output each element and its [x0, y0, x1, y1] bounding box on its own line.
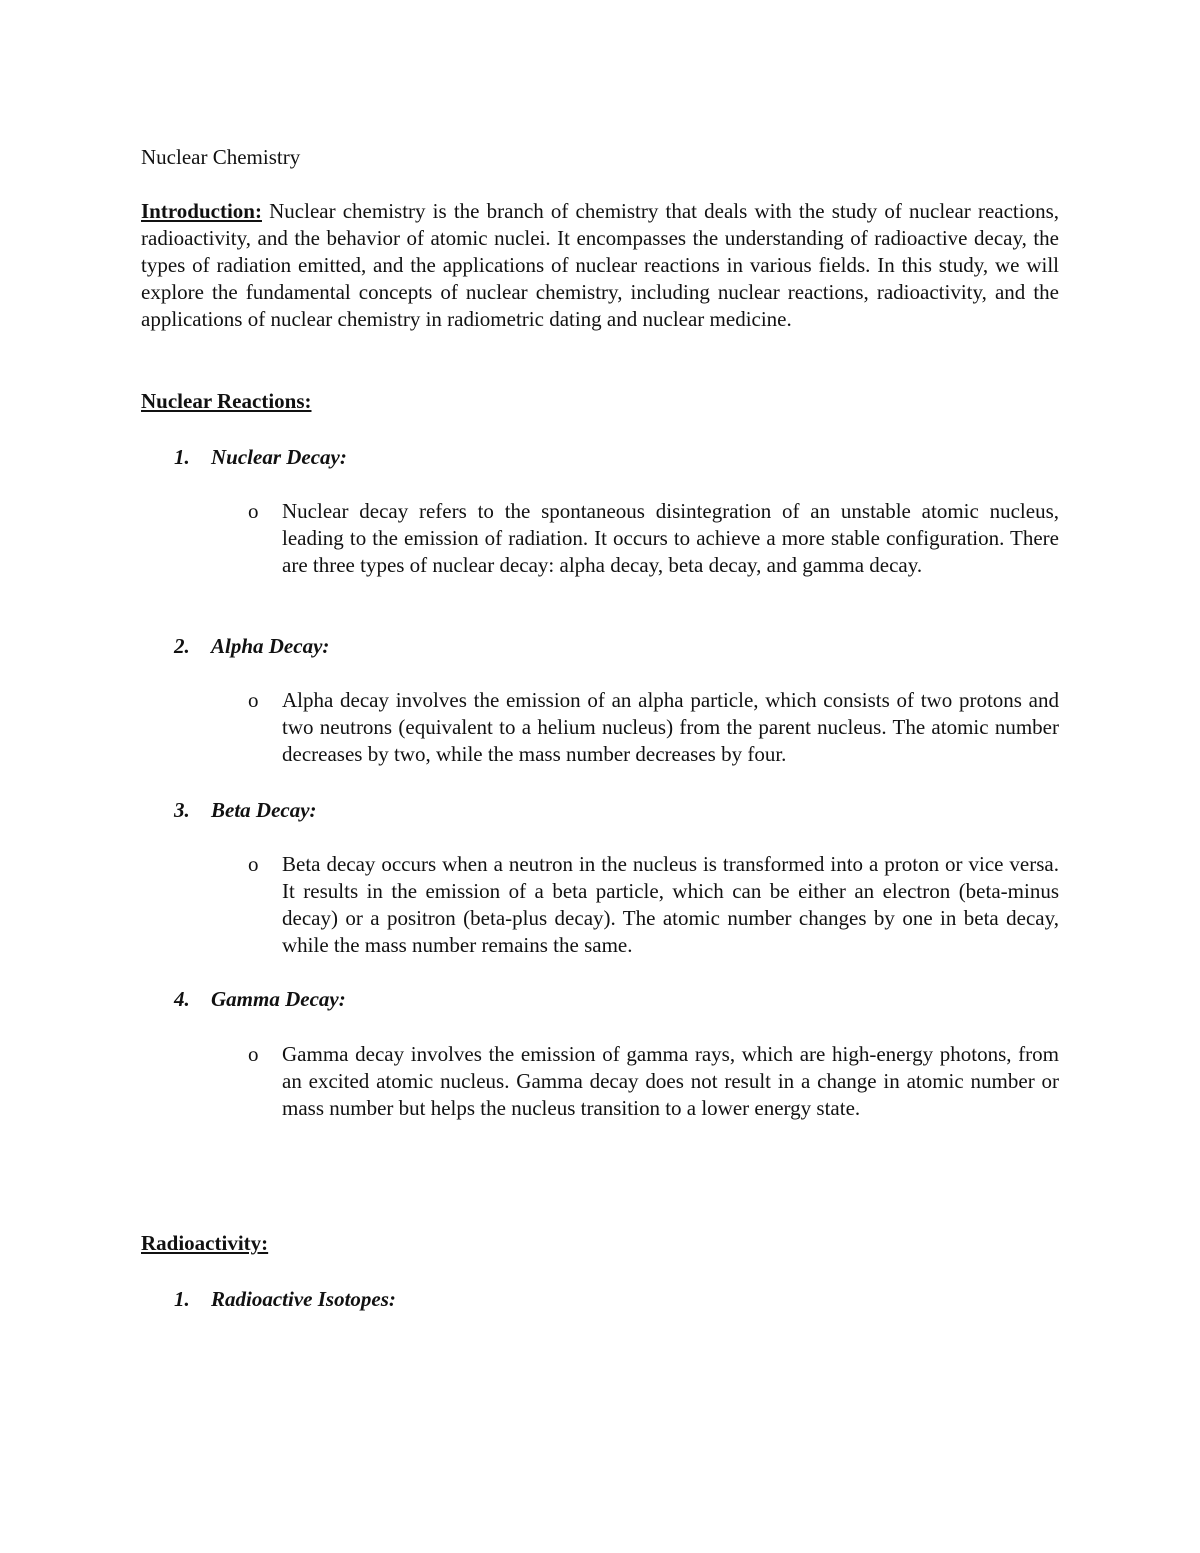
item-title: Radioactive Isotopes:: [211, 1287, 396, 1311]
section-heading-radioactivity: Radioactivity:: [141, 1231, 269, 1255]
item-number: 1.: [174, 445, 190, 469]
item-title: Nuclear Decay:: [211, 445, 347, 469]
intro-label: Introduction:: [141, 199, 262, 223]
beta-decay-text: Beta decay occurs when a neutron in the nucleus is transformed into a proton or vice versa. It results in the emission of a beta particle, which can be either an electron (beta-minus decay) or a positron (beta-plus decay). The atomic number changes by one in beta decay, while the mass number remains the same.: [282, 852, 1059, 957]
item-heading-beta-decay: [174, 797, 317, 824]
item-number: 1.: [174, 1287, 190, 1311]
item-number: 4.: [174, 987, 190, 1011]
item-title: Gamma Decay:: [211, 987, 346, 1011]
item-number: 2.: [174, 634, 190, 658]
bullet-marker: o: [248, 852, 259, 876]
bullet-marker: o: [248, 499, 259, 523]
bullet-marker: o: [248, 1042, 259, 1066]
item-title: Beta Decay:: [211, 798, 317, 822]
item-heading-alpha-decay: [174, 633, 329, 660]
item-heading-nuclear-decay: [174, 444, 347, 471]
gamma-decay-text: Gamma decay involves the emission of gamma rays, which are high-energy photons, from an excited atomic nucleus. Gamma decay does not result in a change in atomic number or mass number but helps the nucleus transition to a lower energy state.: [282, 1042, 1059, 1120]
bullet-marker: o: [248, 688, 259, 712]
item-title: Alpha Decay:: [211, 634, 330, 658]
alpha-decay-text: Alpha decay involves the emission of an alpha particle, which consists of two protons and two neutrons (equivalent to a helium nucleus) from the parent nucleus. The atomic number decreases by two, while the mass number decreases by four.: [282, 688, 1059, 766]
document-title: Nuclear Chemistry: [141, 145, 301, 169]
item-number: 3.: [174, 798, 190, 822]
item-heading-radioactive-isotopes: [174, 1286, 396, 1313]
item-heading-gamma-decay: [174, 986, 346, 1013]
section-heading-nuclear-reactions: Nuclear Reactions:: [141, 389, 312, 413]
intro-text: Nuclear chemistry is the branch of chemistry that deals with the study of nuclear reactions, radioactivity, and the behavior of atomic nuclei. It encompasses the understanding of radioactive decay, the types of radiation emitted, and the applications of nuclear reactions in various fields. In this study, we will explore the fundamental concepts of nuclear chemistry, including nuclear reactions, radioactivity, and the applications of nuclear chemistry in radiometric dating and nuclear medicine.: [141, 199, 1059, 331]
nuclear-decay-text: Nuclear decay refers to the spontaneous disintegration of an unstable atomic nucleus, leading to the emission of radiation. It occurs to achieve a more stable configuration. There are three types of nuclear decay: alpha decay, beta decay, and gamma decay.: [282, 499, 1059, 577]
intro-paragraph: [141, 198, 1059, 333]
